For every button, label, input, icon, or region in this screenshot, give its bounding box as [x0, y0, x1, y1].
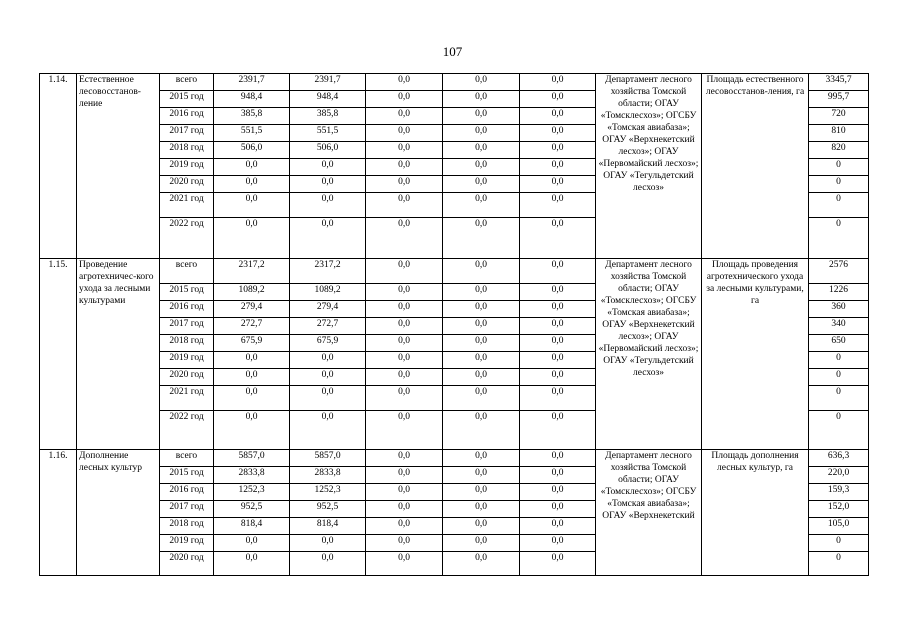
value-cell: 0,0	[520, 484, 596, 501]
value-cell: 0,0	[443, 535, 520, 552]
value-cell: 0,0	[520, 411, 596, 450]
value-cell: 0,0	[443, 193, 520, 218]
value-cell: 0,0	[290, 176, 366, 193]
total-cell: 5857,0	[214, 450, 290, 467]
total-cell: 0,0	[214, 218, 290, 259]
value-cell: 0,0	[443, 369, 520, 386]
value-cell: 0,0	[443, 108, 520, 125]
year-cell: всего	[160, 450, 214, 467]
activity-name: Естественное лесовосстанов-ление	[77, 74, 160, 259]
program-table	[39, 73, 869, 576]
value-cell: 0,0	[290, 369, 366, 386]
value-cell: 0,0	[366, 91, 443, 108]
item-number: 1.16.	[40, 450, 77, 576]
total-cell: 0,0	[214, 411, 290, 450]
value-cell: 0,0	[366, 125, 443, 142]
value-cell: 0,0	[366, 284, 443, 301]
value-cell: 0,0	[366, 411, 443, 450]
value-cell: 0,0	[520, 335, 596, 352]
indicator-value: 0	[809, 535, 869, 552]
indicator-value: 0	[809, 552, 869, 576]
value-cell: 0,0	[520, 318, 596, 335]
value-cell: 2391,7	[290, 74, 366, 91]
value-cell: 0,0	[443, 318, 520, 335]
value-cell: 0,0	[366, 142, 443, 159]
value-cell: 0,0	[443, 552, 520, 576]
value-cell: 1089,2	[290, 284, 366, 301]
year-cell: 2017 год	[160, 501, 214, 518]
value-cell: 2833,8	[290, 467, 366, 484]
value-cell: 0,0	[366, 259, 443, 284]
indicator-value: 810	[809, 125, 869, 142]
value-cell: 675,9	[290, 335, 366, 352]
value-cell: 0,0	[290, 535, 366, 552]
value-cell: 0,0	[366, 552, 443, 576]
value-cell: 0,0	[520, 91, 596, 108]
indicator-value: 0	[809, 352, 869, 369]
value-cell: 0,0	[443, 301, 520, 318]
indicator-value: 0	[809, 411, 869, 450]
value-cell: 0,0	[366, 535, 443, 552]
total-cell: 0,0	[214, 176, 290, 193]
value-cell: 0,0	[290, 218, 366, 259]
total-cell: 0,0	[214, 193, 290, 218]
value-cell: 279,4	[290, 301, 366, 318]
value-cell: 0,0	[443, 125, 520, 142]
value-cell: 818,4	[290, 518, 366, 535]
value-cell: 0,0	[290, 552, 366, 576]
item-number: 1.15.	[40, 259, 77, 450]
value-cell: 0,0	[290, 411, 366, 450]
value-cell: 0,0	[443, 450, 520, 467]
value-cell: 0,0	[290, 159, 366, 176]
value-cell: 0,0	[366, 159, 443, 176]
year-cell: 2020 год	[160, 369, 214, 386]
value-cell: 0,0	[443, 352, 520, 369]
year-cell: 2015 год	[160, 467, 214, 484]
value-cell: 0,0	[520, 176, 596, 193]
value-cell: 0,0	[290, 352, 366, 369]
value-cell: 0,0	[520, 501, 596, 518]
year-cell: всего	[160, 259, 214, 284]
total-cell: 279,4	[214, 301, 290, 318]
total-cell: 0,0	[214, 386, 290, 411]
value-cell: 0,0	[366, 467, 443, 484]
value-cell: 0,0	[366, 318, 443, 335]
total-cell: 675,9	[214, 335, 290, 352]
value-cell: 0,0	[520, 193, 596, 218]
year-cell: 2019 год	[160, 352, 214, 369]
total-cell: 1089,2	[214, 284, 290, 301]
value-cell: 0,0	[520, 259, 596, 284]
activity-name: Дополнение лесных культур	[77, 450, 160, 576]
value-cell: 0,0	[443, 518, 520, 535]
indicator-value: 0	[809, 176, 869, 193]
indicator-value: 152,0	[809, 501, 869, 518]
value-cell: 0,0	[366, 501, 443, 518]
indicator-value: 0	[809, 386, 869, 411]
year-cell: 2017 год	[160, 318, 214, 335]
activity-name: Проведение агротехничес-кого ухода за лесными культурами	[77, 259, 160, 450]
value-cell: 0,0	[520, 535, 596, 552]
total-cell: 2317,2	[214, 259, 290, 284]
indicator-value: 105,0	[809, 518, 869, 535]
value-cell: 0,0	[443, 467, 520, 484]
value-cell: 952,5	[290, 501, 366, 518]
indicator-value: 159,3	[809, 484, 869, 501]
responsible-department: Департамент лесного хозяйства Томской области; ОГАУ «Томсклесхоз»; ОГСБУ «Томская авиабаза»; ОГАУ «Верхнекетский лесхоз»; ОГАУ «Первомайский лесхоз»; ОГАУ «Тегульдетский лесхоз»	[596, 74, 702, 259]
responsible-department: Департамент лесного хозяйства Томской области; ОГАУ «Томсклесхоз»; ОГСБУ «Томская авиабаза»; ОГАУ «Верхнекетский	[596, 450, 702, 576]
year-cell: 2020 год	[160, 176, 214, 193]
year-cell: 2016 год	[160, 484, 214, 501]
total-cell: 2833,8	[214, 467, 290, 484]
indicator-name: Площадь проведения агротехнического ухода за лесными культурами, га	[702, 259, 809, 450]
indicator-value: 636,3	[809, 450, 869, 467]
table-row	[40, 450, 869, 467]
value-cell: 0,0	[366, 352, 443, 369]
year-cell: 2018 год	[160, 335, 214, 352]
value-cell: 0,0	[443, 411, 520, 450]
year-cell: 2017 год	[160, 125, 214, 142]
value-cell: 0,0	[366, 450, 443, 467]
total-cell: 948,4	[214, 91, 290, 108]
total-cell: 1252,3	[214, 484, 290, 501]
value-cell: 0,0	[290, 193, 366, 218]
value-cell: 2317,2	[290, 259, 366, 284]
table-row	[40, 259, 869, 284]
value-cell: 0,0	[366, 301, 443, 318]
value-cell: 0,0	[366, 108, 443, 125]
value-cell: 0,0	[520, 450, 596, 467]
value-cell: 0,0	[520, 552, 596, 576]
year-cell: 2021 год	[160, 386, 214, 411]
indicator-value: 3345,7	[809, 74, 869, 91]
table-row	[40, 74, 869, 91]
value-cell: 0,0	[366, 218, 443, 259]
indicator-value: 220,0	[809, 467, 869, 484]
indicator-name: Площадь дополнения лесных культур, га	[702, 450, 809, 576]
value-cell: 0,0	[520, 218, 596, 259]
page-number: 107	[442, 44, 463, 59]
value-cell: 0,0	[443, 218, 520, 259]
value-cell: 0,0	[443, 142, 520, 159]
value-cell: 0,0	[366, 518, 443, 535]
year-cell: 2018 год	[160, 142, 214, 159]
year-cell: 2022 год	[160, 218, 214, 259]
total-cell: 385,8	[214, 108, 290, 125]
indicator-value: 720	[809, 108, 869, 125]
value-cell: 0,0	[366, 193, 443, 218]
year-cell: 2020 год	[160, 552, 214, 576]
year-cell: всего	[160, 74, 214, 91]
year-cell: 2019 год	[160, 159, 214, 176]
value-cell: 0,0	[520, 467, 596, 484]
value-cell: 0,0	[520, 74, 596, 91]
value-cell: 0,0	[520, 159, 596, 176]
value-cell: 551,5	[290, 125, 366, 142]
responsible-department: Департамент лесного хозяйства Томской области; ОГАУ «Томсклесхоз»; ОГСБУ «Томская авиабаза»; ОГАУ «Верхнекетский лесхоз»; ОГАУ «Первомайский лесхоз»; ОГАУ «Тегульдетский лесхоз»	[596, 259, 702, 450]
year-cell: 2022 год	[160, 411, 214, 450]
indicator-value: 2576	[809, 259, 869, 284]
value-cell: 0,0	[520, 284, 596, 301]
value-cell: 0,0	[520, 108, 596, 125]
year-cell: 2015 год	[160, 91, 214, 108]
value-cell: 0,0	[366, 335, 443, 352]
value-cell: 0,0	[520, 301, 596, 318]
value-cell: 0,0	[443, 501, 520, 518]
value-cell: 0,0	[443, 259, 520, 284]
total-cell: 0,0	[214, 159, 290, 176]
year-cell: 2021 год	[160, 193, 214, 218]
value-cell: 0,0	[366, 176, 443, 193]
value-cell: 5857,0	[290, 450, 366, 467]
value-cell: 0,0	[443, 335, 520, 352]
table-body	[40, 74, 869, 576]
value-cell: 0,0	[443, 284, 520, 301]
value-cell: 948,4	[290, 91, 366, 108]
value-cell: 0,0	[520, 352, 596, 369]
value-cell: 0,0	[443, 176, 520, 193]
item-number: 1.14.	[40, 74, 77, 259]
total-cell: 0,0	[214, 352, 290, 369]
indicator-value: 1226	[809, 284, 869, 301]
value-cell: 0,0	[520, 386, 596, 411]
total-cell: 0,0	[214, 535, 290, 552]
value-cell: 0,0	[520, 125, 596, 142]
indicator-name: Площадь естественного лесовосстанов-ления, га	[702, 74, 809, 259]
total-cell: 551,5	[214, 125, 290, 142]
value-cell: 0,0	[366, 484, 443, 501]
total-cell: 0,0	[214, 552, 290, 576]
value-cell: 1252,3	[290, 484, 366, 501]
indicator-value: 0	[809, 369, 869, 386]
indicator-value: 340	[809, 318, 869, 335]
year-cell: 2016 год	[160, 108, 214, 125]
indicator-value: 0	[809, 193, 869, 218]
year-cell: 2018 год	[160, 518, 214, 535]
total-cell: 818,4	[214, 518, 290, 535]
total-cell: 0,0	[214, 369, 290, 386]
total-cell: 506,0	[214, 142, 290, 159]
value-cell: 0,0	[443, 91, 520, 108]
value-cell: 0,0	[443, 386, 520, 411]
value-cell: 0,0	[366, 74, 443, 91]
indicator-value: 0	[809, 159, 869, 176]
year-cell: 2015 год	[160, 284, 214, 301]
value-cell: 385,8	[290, 108, 366, 125]
value-cell: 0,0	[366, 369, 443, 386]
value-cell: 0,0	[443, 74, 520, 91]
year-cell: 2019 год	[160, 535, 214, 552]
indicator-value: 820	[809, 142, 869, 159]
value-cell: 272,7	[290, 318, 366, 335]
value-cell: 0,0	[520, 518, 596, 535]
indicator-value: 995,7	[809, 91, 869, 108]
value-cell: 0,0	[443, 159, 520, 176]
indicator-value: 650	[809, 335, 869, 352]
total-cell: 272,7	[214, 318, 290, 335]
value-cell: 0,0	[366, 386, 443, 411]
value-cell: 0,0	[520, 369, 596, 386]
total-cell: 2391,7	[214, 74, 290, 91]
indicator-value: 360	[809, 301, 869, 318]
total-cell: 952,5	[214, 501, 290, 518]
value-cell: 0,0	[443, 484, 520, 501]
indicator-value: 0	[809, 218, 869, 259]
value-cell: 0,0	[520, 142, 596, 159]
value-cell: 0,0	[290, 386, 366, 411]
value-cell: 506,0	[290, 142, 366, 159]
year-cell: 2016 год	[160, 301, 214, 318]
